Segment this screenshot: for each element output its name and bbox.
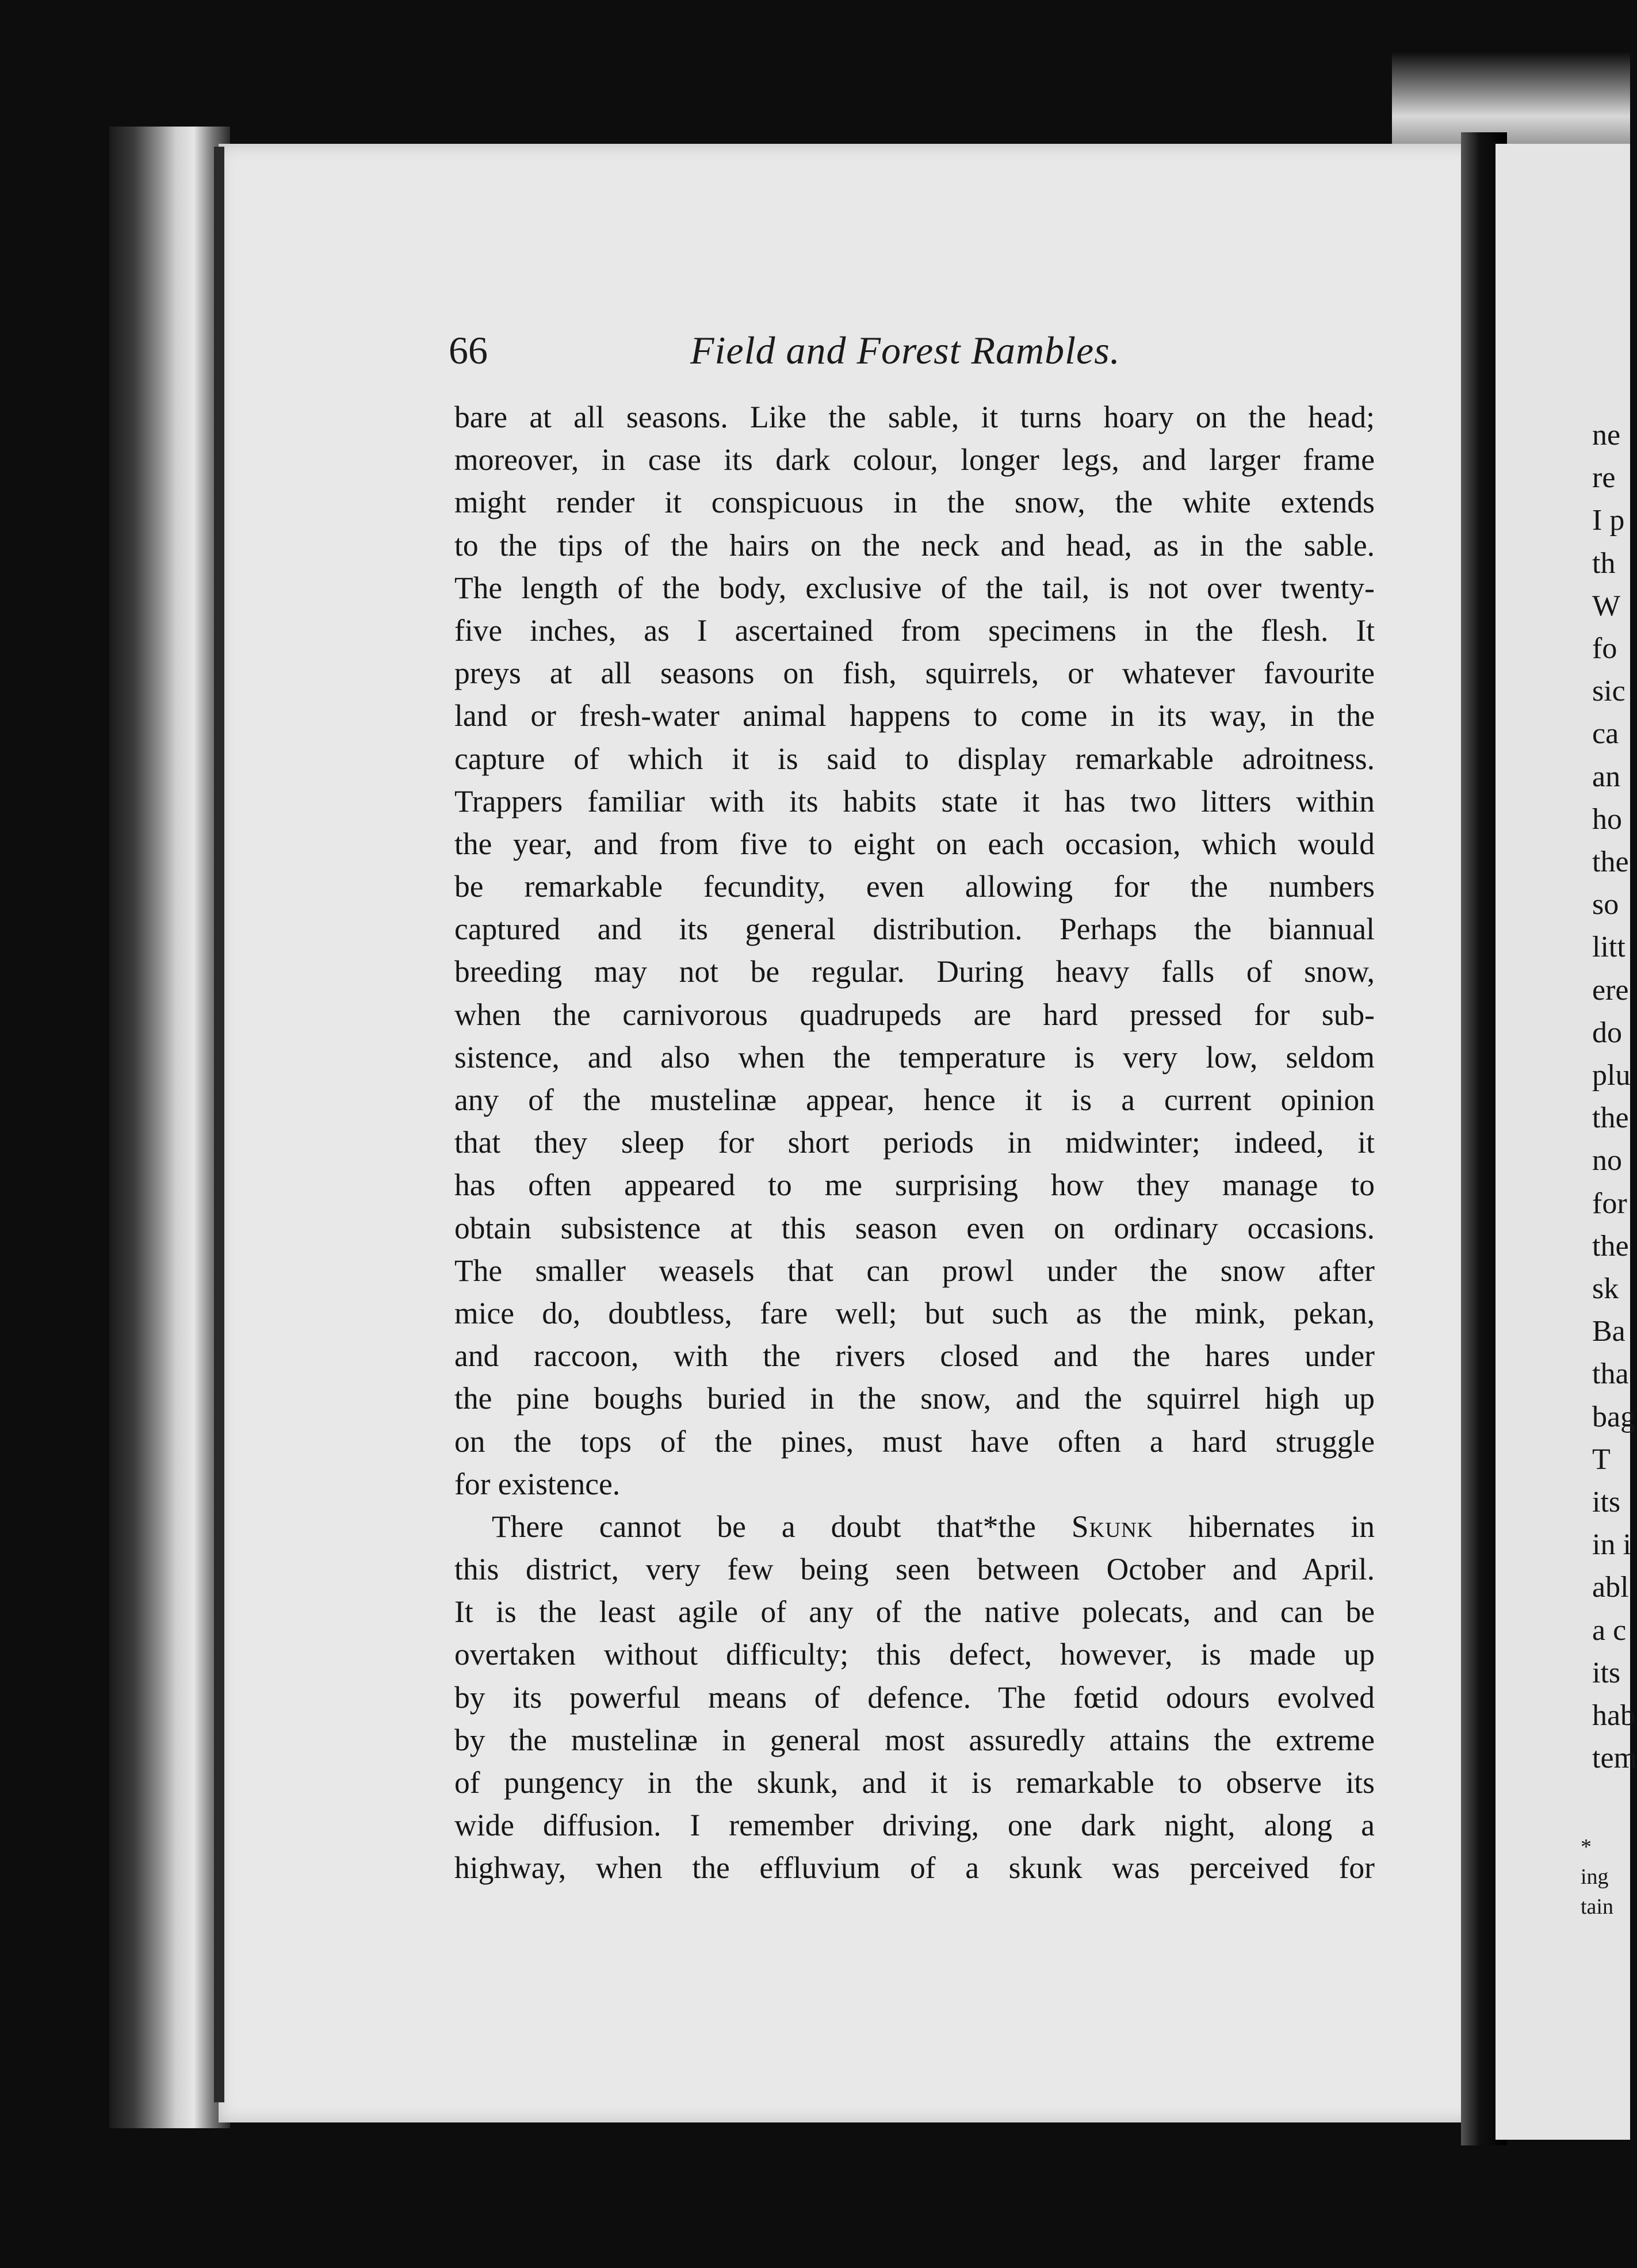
facing-page-fragment: the [1592, 1229, 1629, 1263]
paragraph-1-line: might render it conspicuous in the snow, the white extends [454, 485, 1375, 520]
paragraph-1-line: obtain subsistence at this season even on ordinary occasions. [454, 1210, 1375, 1245]
paragraph-2 [454, 1505, 1375, 1890]
facing-page-fragment: T [1592, 1443, 1611, 1476]
paragraph-1-line: land or fresh-water animal happens to come in its way, in the [454, 698, 1375, 733]
facing-page-fragment: ere [1592, 973, 1629, 1007]
facing-page-fragment: its [1592, 1486, 1621, 1519]
facing-page-fragment: tem [1592, 1742, 1637, 1775]
paragraph-1-line: any of the mustelinæ appear, hence it is a current opinion [454, 1083, 1375, 1117]
facing-page-fragment: litt [1592, 931, 1625, 964]
paragraph-1-line: five inches, as I ascertained from specimens in the flesh. It [454, 613, 1375, 648]
facing-page-fragment: in i [1592, 1528, 1631, 1562]
facing-page-fragment: re [1592, 461, 1616, 495]
facing-page-fragment: its [1592, 1656, 1621, 1689]
facing-page-fragment: abl [1592, 1571, 1629, 1604]
paragraph-1-line: that they sleep for short periods in midwinter; indeed, it [454, 1125, 1375, 1160]
facing-page-text-fragments [1592, 414, 1637, 1780]
paragraph-1-line: mice do, doubtless, fare well; but such as the mink, pekan, [454, 1295, 1375, 1330]
facing-page-fragment: Ba [1592, 1315, 1625, 1348]
paragraph-2-line-1 [454, 1505, 1375, 1548]
paragraph-2-line: by the mustelinæ in general most assuredly attains the extreme [454, 1722, 1375, 1757]
facing-page-fragment: a c [1592, 1613, 1627, 1647]
paragraph-1-line: and raccoon, with the rivers closed and the hares under [454, 1338, 1375, 1374]
paragraph-2-line: overtaken without difficulty; this defect, however, is made up [454, 1637, 1375, 1672]
facing-page-fragment: for [1592, 1187, 1627, 1220]
facing-page-fragment: ho [1592, 802, 1622, 836]
paragraph-1-line: The smaller weasels that can prowl under the snow after [454, 1253, 1375, 1288]
paragraph-1-line: on the tops of the pines, must have often a hard struggle [454, 1424, 1375, 1459]
page-number: 66 [449, 328, 488, 372]
paragraph-1-line: for existence. [454, 1466, 621, 1501]
paragraph-1-line: the pine boughs buried in the snow, and the squirrel high up [454, 1381, 1375, 1416]
facing-page-footnote-fragments [1581, 1832, 1632, 1922]
paragraph-1-line: capture of which it is said to display remarkable adroitness. [454, 741, 1375, 776]
paragraph-1-line: be remarkable fecundity, even allowing for the numbers [454, 869, 1375, 904]
facing-page-fragment: do [1592, 1016, 1622, 1049]
facing-page-footnote-fragment: ing [1581, 1865, 1609, 1889]
paragraph-1-line: the year, and from five to eight on each occasion, which would [454, 826, 1375, 861]
facing-page-fragment: W [1592, 589, 1621, 622]
facing-page-fragment: fo [1592, 632, 1617, 666]
page-fold-shadow [214, 147, 224, 2102]
paragraph-2-line: It is the least agile of any of the native polecats, and can be [454, 1594, 1375, 1630]
paragraph-1-line: bare at all seasons. Like the sable, it turns hoary on the head; [454, 400, 1375, 434]
skunk-smallcaps: Skunk [1071, 1509, 1153, 1544]
facing-page-fragment: bag [1592, 1400, 1636, 1433]
facing-page-top-edge [1392, 52, 1630, 144]
facing-page-fragment: the [1592, 846, 1629, 879]
paragraph-1-line: to the tips of the hairs on the neck and head, as in the sable. [454, 527, 1375, 563]
paragraph-2-line: highway, when the effluvium of a skunk was perceived for [454, 1850, 1375, 1885]
facing-page-fragment: the [1592, 1102, 1629, 1135]
paragraph-1-line: has often appeared to me surprising how they manage to [454, 1168, 1375, 1203]
paragraph-2-line: this district, very few being seen between October and April. [454, 1552, 1375, 1587]
paragraph-1-line: preys at all seasons on fish, squirrels, or whatever favourite [454, 656, 1375, 691]
facing-page-fragment: tha [1592, 1357, 1629, 1391]
running-title: Field and Forest Rambles. [690, 328, 1120, 372]
facing-page-fragment: I p [1592, 504, 1625, 537]
facing-page-fragment: th [1592, 546, 1616, 580]
paragraph-1-line: moreover, in case its dark colour, longer legs, and larger frame [454, 442, 1375, 477]
facing-page-fragment: plu [1592, 1059, 1631, 1092]
facing-page-fragment: ca [1592, 717, 1619, 751]
paragraph-2-line: by its powerful means of defence. The fœtid odours evolved [454, 1680, 1375, 1715]
paragraph-1-line: when the carnivorous quadrupeds are hard pressed for sub- [454, 997, 1375, 1032]
paragraph-2-line: of pungency in the skunk, and it is remarkable to observe its [454, 1765, 1375, 1800]
book-page-edges [109, 127, 230, 2128]
paragraph-2-line-1-end: hibernates in [1153, 1509, 1375, 1544]
facing-page-fragment: sic [1592, 675, 1625, 708]
paragraph-1-line: captured and its general distribution. Perhaps the biannual [454, 912, 1375, 947]
paragraph-2-line: wide diffusion. I remember driving, one dark night, along a [454, 1808, 1375, 1843]
paragraph-1 [454, 396, 1375, 1505]
facing-page-fragment: no [1592, 1144, 1622, 1177]
paragraph-2-line-1-start: There cannot be a doubt that*the [492, 1509, 1072, 1544]
facing-page-fragment: sk [1592, 1272, 1619, 1306]
facing-page-fragment: hab [1592, 1699, 1636, 1732]
paragraph-1-line: breeding may not be regular. During heavy falls of snow, [454, 954, 1375, 989]
paragraph-1-line: Trappers familiar with its habits state it has two litters within [454, 783, 1375, 819]
body-text [454, 396, 1375, 1890]
facing-page-footnote-fragment: tain [1581, 1895, 1613, 1919]
facing-page-fragment: ne [1592, 419, 1621, 452]
facing-page-footnote-fragment: * [1581, 1835, 1592, 1859]
paragraph-1-line: sistence, and also when the temperature is very low, seldom [454, 1039, 1375, 1074]
facing-page-fragment: so [1592, 888, 1619, 921]
paragraph-1-line: The length of the body, exclusive of the tail, is not over twenty- [454, 570, 1375, 605]
page-header [449, 328, 1122, 380]
facing-page-fragment: an [1592, 760, 1621, 793]
